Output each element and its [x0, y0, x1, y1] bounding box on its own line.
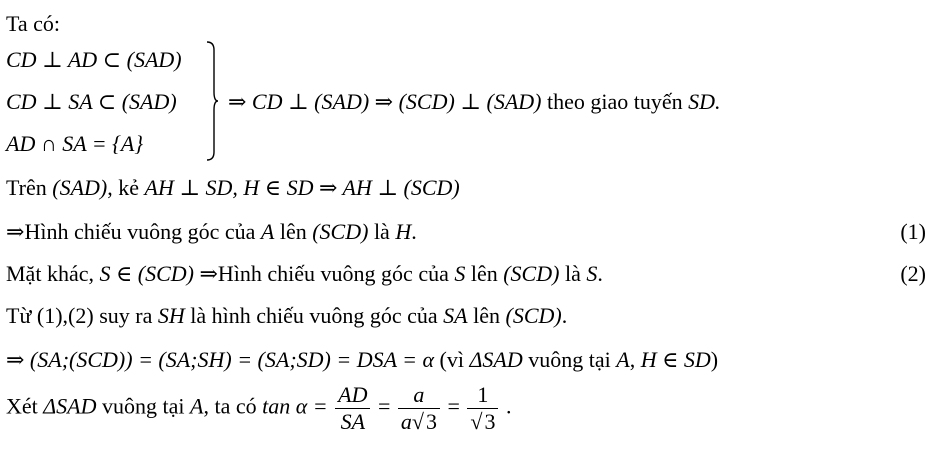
text: Xét [6, 393, 38, 419]
numerator: AD [335, 382, 370, 409]
radicand: 3 [425, 409, 437, 434]
math: (SCD) [503, 261, 560, 286]
fraction-a-over-a-sqrt3 [398, 382, 440, 435]
numerator: a [398, 382, 440, 409]
text: vuông tại [102, 393, 185, 419]
text: . [561, 303, 568, 328]
sqrt-sign: √ [470, 409, 483, 434]
math: (SCD) [312, 219, 369, 244]
system-line-3: AD ∩ SA = {A} [6, 131, 144, 156]
text: là hình chiếu vuông góc của [190, 303, 438, 328]
text: (vì [439, 347, 464, 372]
equals: = [377, 393, 391, 419]
denominator [467, 409, 498, 435]
text: , kẻ [107, 175, 140, 200]
equals: = [447, 393, 460, 419]
fraction-ad-sa [335, 382, 370, 435]
line-4 [6, 174, 460, 202]
text: , [629, 347, 636, 372]
line-8 [6, 346, 718, 374]
radicand: 3 [484, 409, 496, 434]
math: S ∈ (SCD) ⇒ [99, 261, 218, 286]
intro-text: Ta có: [6, 11, 61, 36]
line-6 [6, 260, 603, 288]
denominator [398, 409, 440, 435]
system-line-2: CD ⊥ SA ⊂ (SAD) [6, 89, 177, 114]
math: AH ⊥ SD, H ∈ SD ⇒ AH ⊥ (SCD) [144, 175, 460, 200]
math: H ∈ SD [640, 347, 711, 372]
text: . [597, 261, 603, 286]
math: A [260, 219, 275, 244]
a-symbol: a [400, 409, 412, 434]
equation-number-1: (1) [900, 219, 926, 244]
text: ) [710, 347, 719, 372]
math: A [190, 393, 204, 419]
text: . [411, 219, 417, 244]
line-7 [6, 302, 567, 330]
text: Mặt khác, [6, 261, 94, 286]
system-result-math: ⇒ CD ⊥ (SAD) ⇒ (SCD) ⊥ (SAD) [228, 89, 542, 114]
math: (1),(2) [36, 303, 94, 328]
text: , ta có [203, 393, 257, 419]
system-line-1: CD ⊥ AD ⊂ (SAD) [6, 47, 182, 72]
math: SA [443, 303, 468, 328]
line-5 [6, 218, 417, 246]
math: S [586, 261, 598, 286]
text: lên [279, 219, 307, 244]
denominator: SA [340, 409, 366, 434]
system-result [228, 88, 721, 116]
sqrt-sign: √ [411, 409, 424, 434]
text: Từ [6, 303, 32, 328]
text: Hình chiếu vuông góc của [217, 261, 449, 286]
math: A [616, 347, 630, 372]
period: . [505, 393, 512, 419]
text: Hình chiếu vuông góc của [24, 219, 256, 244]
text: lên [470, 261, 498, 286]
fraction-1-over-sqrt3 [467, 382, 498, 435]
math: ⇒ (SA;(SCD)) = (SA;SH) = (SA;SD) = DSA = α [6, 347, 435, 372]
math: H [395, 219, 412, 244]
math: (SAD) [52, 175, 108, 200]
line-9 [6, 382, 511, 435]
right-brace [205, 40, 219, 162]
implies-symbol: ⇒ [6, 219, 25, 244]
math: S [454, 261, 466, 286]
math: tan α = [262, 393, 328, 419]
text: Trên [6, 175, 47, 200]
math: (SCD) [505, 303, 562, 328]
text: là [564, 261, 581, 286]
text: suy ra [99, 303, 153, 328]
system-tail-text: theo giao tuyến [546, 89, 683, 114]
text: lên [473, 303, 501, 328]
numerator: 1 [467, 382, 498, 409]
math: ΔSAD [469, 347, 523, 372]
text: vuông tại [528, 347, 611, 372]
equation-number-2: (2) [900, 261, 926, 286]
math: ΔSAD [43, 393, 97, 419]
math: SH [157, 303, 185, 328]
text: là [373, 219, 390, 244]
system-tail-math: SD. [688, 89, 721, 114]
